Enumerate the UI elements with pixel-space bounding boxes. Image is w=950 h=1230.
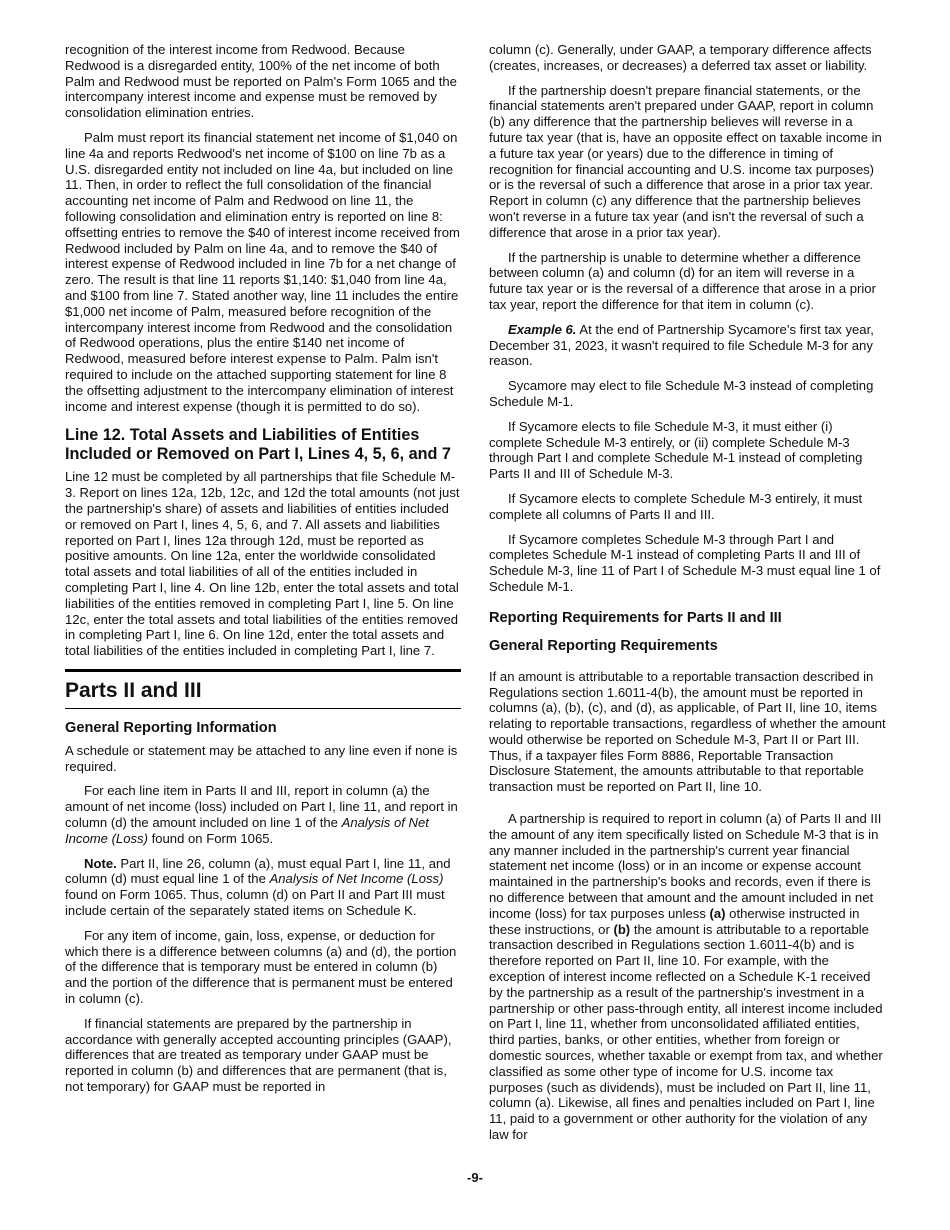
- page-number: -9-: [467, 1170, 483, 1185]
- paragraph-note: Note. Part II, line 26, column (a), must equal Part I, line 11, and column (d) must equal line 1 of the Analysis of Net Income (Loss) found on Form 1065. Thus, column (d) on Part II and Part III must include certain of the separately stated items on Schedule K.: [65, 855, 451, 919]
- paragraph-sycamore-elect: Sycamore may elect to file Schedule M-3 instead of completing Schedule M-1.: [489, 378, 874, 409]
- note-label: Note.: [84, 855, 117, 871]
- paragraph-no-financial-statements: If the partnership doesn't prepare financial statements, or the financial statements aren't prepared under GAAP, report in column (b) any difference that the partnership believes will reverse in a future tax year (that is, have an opposite effect on taxable income in a future tax year (or years) due to the difference in timing of recognition for financial accounting and U.S. income tax purposes) or is the reversal of such a difference that arose in a prior tax year. Report in column (c) any difference that the partnership believes won't reverse in a future tax year (and isn't the reversal of such a difference that arose in a prior tax year).: [489, 82, 882, 240]
- left-column: [65, 42, 461, 1104]
- italic-analysis-ref: Analysis of Net Income (Loss): [65, 815, 429, 846]
- paragraph-unable-determine: If the partnership is unable to determine whether a difference between column (a) and column (d) for an item will reverse in a future tax year or is the reversal of a difference that arose in a prior tax year, report the difference for that item in column (c).: [489, 249, 876, 312]
- paragraph-palm-report: Palm must report its financial statement net income of $1,040 on line 4a and reports Redwood's net income of $100 on line 7b as a U.S. disregarded entity not included on line 4a, but included on line 11. Then, in order to reflect the full consolidation of the financial accounting net income of Palm and Redwood on line 11, the following consolidation and elimination entry is reported on line 8: offsetting entries to remove the $40 of interest income received from Redwood included by Palm on line 4a, and to remove the $40 of interest expense of Redwood included in line 7b for a net change of zero. The result is that line 11 reports $1,140: $1,040 from line 4a, and $100 from line 7. Stated another way, line 11 includes the entire $1,000 net income of Palm, measured before recognition of the intercompany interest income from Redwood and the consolidation of Redwood operations, plus the entire $140 net income of Redwood, measured before interest expense to Palm. Palm isn't required to include on the attached supporting statement for line 8 the offsetting adjustment to the intercompany elimination of interest income and interest expense (though it is permitted to do so).: [65, 129, 460, 414]
- right-column: [489, 42, 887, 1152]
- heading-reporting-requirements: Reporting Requirements for Parts II and III: [489, 609, 782, 626]
- heading-general-reporting-requirements: General Reporting Requirements: [489, 637, 718, 654]
- paragraph-schedule-attach: A schedule or statement may be attached to any line even if none is required.: [65, 742, 458, 774]
- heading-line-12: Line 12. Total Assets and Liabilities of Entities Included or Removed on Part I, Lines 4, 5, 6, and 7: [65, 426, 451, 464]
- paragraph-reportable-transaction: If an amount is attributable to a reportable transaction described in Regulations section 1.6011-4(b), the amount must be reported in columns (a), (b), (c), and (d), as applicable, of Part II, line 10, items relating to reportable transactions, regardless of whether the amount would otherwise be reported on Schedule M-3, Part II or Part III. Thus, if a taxpayer files Form 8886, Reportable Transaction Disclosure Statement, the amounts attributable to that reportable transaction must be reported on Part II, line 10.: [489, 668, 886, 795]
- paragraph-line-12: Line 12 must be completed by all partnerships that file Schedule M-3. Report on lines 12a, 12b, 12c, and 12d the total amounts (not just the partnership's share) of assets and liabilities of entities included or removed on Part I, lines 4, 5, 6, and 7. All assets and liabilities reported on Part I, lines 12a through 12d, must be reported as positive amounts. On line 12a, enter the worldwide consolidated total assets and total liabilities of all of the entities included in completing Part I, line 4. On line 12b, enter the total assets and total liabilities of the entities removed in completing Part I, line 5. On line 12c, enter the total assets and total liabilities of the entities removed in completing Part I, line 6. On line 12d, enter the total assets and total liabilities of the entities included in completing Part I, line 7.: [65, 469, 460, 659]
- paragraph-sycamore-options: If Sycamore elects to file Schedule M-3, it must either (i) complete Schedule M-3 entirely, or (ii) complete Schedule M-3 through Part I and complete Schedule M-1 instead of completing Parts II and III of Schedule M-3.: [489, 418, 863, 482]
- paragraph-example-6: Example 6. At the end of Partnership Sycamore’s first tax year, December 31, 2023, it wasn't required to file Schedule M-3 for any reason.: [489, 321, 874, 369]
- paragraph-redwood-recognition: recognition of the interest income from Redwood. Because Redwood is a disregarded entity, 100% of the net income of both Palm and Redwood must be reported on Palm's Form 1065 and the intercompany interest income and expense must be removed by consolidation elimination entries.: [65, 42, 457, 121]
- paragraph-gaap: If financial statements are prepared by the partnership in accordance with generally accepted accounting principles (GAAP), differences that are treated as temporary under GAAP must be reported in column (b) and differences that are permanent (that is, not temporary) for GAAP must be reported in: [65, 1015, 452, 1095]
- section-title-parts-ii-iii: Parts II and III: [65, 669, 461, 709]
- paragraph-each-line-item: For each line item in Parts II and III, report in column (a) the amount of net income (loss) included on Part I, line 11, and report in column (d) the amount included on line 1 of the Analysis of Net Income (Loss) found on Form 1065.: [65, 783, 458, 846]
- paragraph-column-c: column (c). Generally, under GAAP, a temporary difference affects (creates, increases, or decreases) a deferred tax asset or liability.: [489, 42, 872, 73]
- paragraph-required-report: A partnership is required to report in column (a) of Parts II and III the amount of any item specifically listed on Schedule M-3 that is in any manner included in the partnership's current year financial statement net income (loss) or in an income or expense account maintained in the partnership's books and records, even if there is no difference between that amount and the amount included in net income (loss) for tax purposes unless (a) otherwise instructed in these instructions, or (b) the amount is attributable to a reportable transaction described in Regulations section 1.6011-4(b) and is therefore reported on Part II, line 10. For example, with the exception of interest income reflected on a Schedule K-1 received by the partnership as a result of the partnership's investment in a partnership or other pass-through entity, all interest income included on Part I, line 11, whether from unconsolidated affiliated entities, third parties, banks, or other entities, whether from foreign or domestic sources, whether taxable or exempt from tax, and whether classified as some other type of income for U.S. income tax purposes (such as dividends), must be included on Part II, line 11, column (a). Likewise, all fines and penalties included on Part I, line 11, paid to a government or other authority for the violation of any law for: [489, 811, 883, 1143]
- heading-general-reporting-information: General Reporting Information: [65, 719, 277, 736]
- example-6-label: Example 6.: [508, 321, 577, 337]
- italic-analysis-ref: Analysis of Net Income (Loss): [269, 871, 444, 887]
- paragraph-any-item: For any item of income, gain, loss, expense, or deduction for which there is a difference between columns (a) and (d), the portion of the difference that is temporary must be entered in column (b) and the portion of the difference that is permanent must be entered in column (c).: [65, 927, 457, 1007]
- paragraph-sycamore-part-i: If Sycamore completes Schedule M-3 through Part I and completes Schedule M-1 instead of completing Parts II and III of Schedule M-3, line 11 of Part I of Schedule M-3 must equal line 1 of Schedule M-1.: [489, 531, 881, 594]
- paragraph-sycamore-entire: If Sycamore elects to complete Schedule M-3 entirely, it must complete all columns of Parts II and III.: [489, 490, 863, 522]
